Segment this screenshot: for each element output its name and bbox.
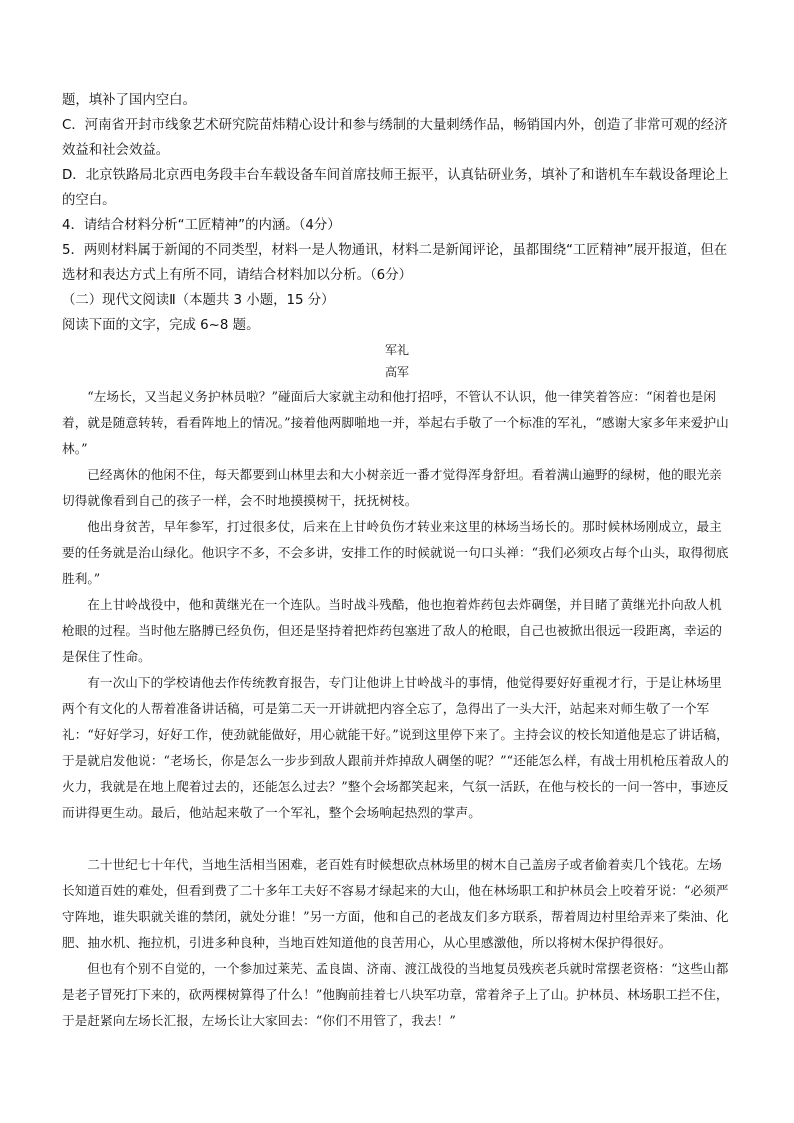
article-title: 军礼 bbox=[384, 343, 409, 357]
section-heading: （二）现代文阅读Ⅱ（本题共 3 小题，15 分） bbox=[62, 293, 335, 308]
paragraph-1: “左场长，又当起义务护林员啦？”碰面后大家就主动和他打招呼，不管认不认识，他一律笑着答应：“闲着也是闲着，就是随意转转，看看阵地上的情况。”接着他两脚啪地一并，举起右手敬了一个标准的军礼，“感谢大家多年来爱护山林。” bbox=[62, 389, 729, 456]
paragraph-3: 他出身贫苦，早年参军，打过很多仗，后来在上甘岭负伤才转业来这里的林场当场长的。那时候林场刚成立，最主要的任务就是治山绿化。他识字不多，不会多讲，安排工作的时候就说一句口头禅：“我们必须攻占每个山头，取得彻底胜利。” bbox=[62, 519, 729, 586]
paragraph-7: 但也有个别不自觉的，一个参加过莱芜、孟良崮、济南、渡江战役的当地复员残疾老兵就时常摆老资格：“这些山都是老子冒死打下来的，砍两棵树算得了什么！”他胸前挂着七八块军功章，常着斧子上了山。护林员、林场职工拦不住，于是赶紧向左场长汇报，左场长让大家回去：“你们不用管了，我去！” bbox=[62, 961, 729, 1028]
question-5: 5．两则材料属于新闻的不同类型，材料一是人物通讯，材料二是新闻评论，虽都围绕“工匠精神”展开报道，但在选材和表达方式上有所不同，请结合材料加以分析。（6分） bbox=[62, 243, 728, 283]
paragraph-4: 在上甘岭战役中，他和黄继光在一个连队。当时战斗残酷，他也抱着炸药包去炸碉堡，并目睹了黄继光扑向敌人机枪眼的过程。当时他左胳膊已经负伤，但还是坚持着把炸药包塞进了敌人的枪眼，自己也被掀出很远一段距离，幸运的是保住了性命。 bbox=[62, 597, 723, 664]
article-author: 高军 bbox=[384, 365, 409, 379]
option-b-tail: 题，填补了国内空白。 bbox=[62, 93, 196, 108]
option-d: D．北京铁路局北京西电务段丰台车载设备车间首席技师王振平，认真钻研业务，填补了和谐机车车载设备理论上的空白。 bbox=[62, 168, 729, 208]
paragraph-2: 已经离休的他闲不住，每天都要到山林里去和大小树亲近一番才觉得浑身舒坦。看着满山遍野的绿树，他的眼光亲切得就像看到自己的孩子一样，会不时地摸摸树干，抚抚树枝。 bbox=[62, 467, 722, 508]
paragraph-5: 有一次山下的学校请他去作传统教育报告，专门让他讲上甘岭战斗的事情，他觉得要好好重视才行，于是让林场里两个有文化的人帮着准备讲话稿，可是第二天一开讲就把内容全忘了，急得出了一头大汗，站起来对师生敬了一个军礼：“好好学习，好好工作，使劲就能做好，用心就能干好。”说到这里停下来了。主持会议的校长知道他是忘了讲话稿，于是就启发他说：“老场长，你是怎么一步步到敌人跟前并炸掉敌人碉堡的呢？”“还能怎么样，有战士用机枪压着敌人的火力，我就是在地上爬着过去的，还能怎么过去？”整个会场都笑起来，气氛一活跃，在他与校长的一问一答中，事迹反而讲得更生动。最后，他站起来敬了一个军礼，整个会场响起热烈的掌声。 bbox=[62, 675, 729, 820]
option-c: C．河南省开封市线象艺术研究院苗炜精心设计和参与绣制的大量刺绣作品，畅销国内外，创造了非常可观的经济效益和社会效益。 bbox=[62, 118, 728, 158]
section-instruction: 阅读下面的文字，完成 6~8 题。 bbox=[62, 318, 260, 333]
question-4: 4．请结合材料分析“工匠精神”的内涵。（4分） bbox=[62, 218, 341, 233]
paragraph-6: 二十世纪七十年代，当地生活相当困难，老百姓有时候想砍点林场里的树木自己盖房子或者偷着卖几个钱花。左场长知道百姓的难处，但看到费了二十多年工夫好不容易才绿起来的大山，他在林场职工和护林员会上咬着牙说：“必须严守阵地，谁失职就关谁的禁闭，就处分谁！”另一方面，他和自己的老战友们多方联系，帮着周边村里给弄来了柴油、化肥、抽水机、拖拉机，引进多种良种，当地百姓知道他的良苦用心，从心里感激他，所以将树木保护得很好。 bbox=[62, 857, 729, 950]
